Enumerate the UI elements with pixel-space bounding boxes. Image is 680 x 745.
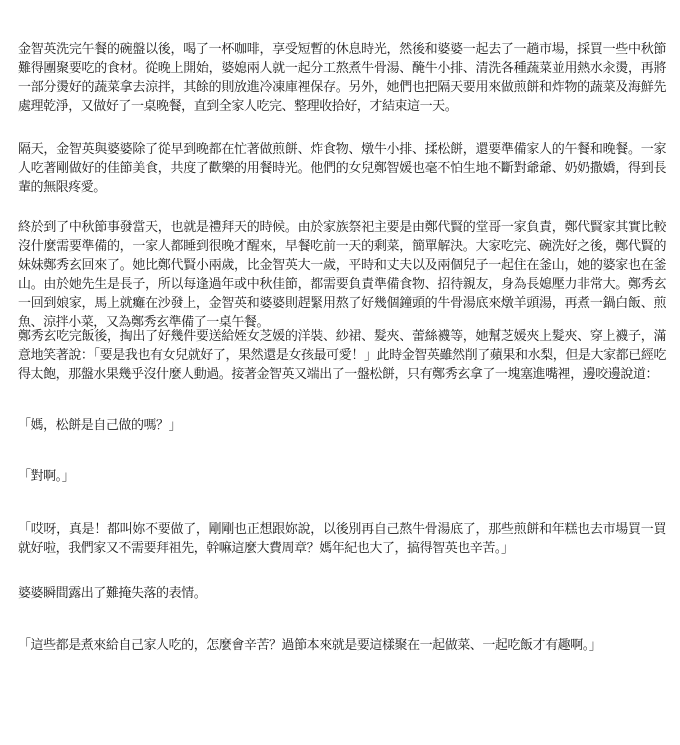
paragraph-chuseok-day: 終於到了中秋節事發當天，也就是禮拜天的時候。由於家族祭祀主要是由鄭代賢的堂哥一家負責，鄭代賢家其實比較沒什麼需要準備的，一家人都睡到很晚才醒來，早餐吃前一天的剩菜，簡單解決。大家吃完、碗洗好之後，鄭代賢的妹妹鄭秀玄回來了。她比鄭代賢小兩歲，比金智英大一歲，平時和丈夫以及兩個兒子一起住在釜山，她的婆家也在釜山。由於她先生是長子，所以每逢過年或中秋佳節，都需要負責準備食物、招待親友，身為長媳壓力非常大。鄭秀玄一回到娘家，馬上就癱在沙發上，金智英和婆婆則趕緊用熬了好幾個鐘頭的牛骨湯底來燉羊頭湯，再煮一鍋白飯、煎魚、涼拌小菜，又為鄭秀玄準備了一桌午餐。	[18, 220, 666, 330]
dialogue-line-3: 「哎呀，真是！都叫妳不要做了，剛剛也正想跟妳說，以後別再自己熬牛骨湯底了，那些煎餅和年糕也去市場買一買就好啦，我們家又不需要拜祖先，幹嘛這麼大費周章？媽年紀也大了，搞得智英也辛苦。」	[18, 522, 666, 556]
dialogue-line-1: 「媽，松餅是自己做的嗎？」	[18, 418, 182, 433]
paragraph-market-shopping: 金智英洗完午餐的碗盤以後，喝了一杯咖啡，享受短暫的休息時光，然後和婆婆一起去了一趟市場，採買一些中秋節難得團聚要吃的食材。從晚上開始，婆媳兩人就一起分工熬煮牛骨湯、醃牛小排、清洗各種蔬菜並用熱水汆燙，再將一部分燙好的蔬菜拿去涼拌，其餘的則放進冷凍庫裡保存。另外，她們也把隔天要用來做煎餅和炸物的蔬菜及海鮮先處理乾淨，又做好了一桌晚餐，直到全家人吃完、整理收拾好，才結束這一天。	[18, 42, 666, 114]
paragraph-sister-gifts: 鄭秀玄吃完飯後，掏出了好幾件要送給姪女芝媛的洋裝、紗裙、髮夾、蕾絲襪等，她幫芝媛夾上髮夾、穿上襪子，滿意地笑著說：「要是我也有女兒就好了，果然還是女孩最可愛！」此時金智英雖然削了蘋果和水梨，但是大家都已經吃得太飽，那盤水果幾乎沒什麼人動過。接著金智英又端出了一盤松餅，只有鄭秀玄拿了一塊塞進嘴裡，邊咬邊說道：	[18, 329, 666, 382]
paragraph-next-day-cooking: 隔天，金智英與婆婆除了從早到晚都在忙著做煎餅、炸食物、燉牛小排、揉松餅，還要準備家人的午餐和晚餐。一家人吃著剛做好的佳節美食，共度了歡樂的用餐時光。他們的女兒鄭智媛也毫不怕生地不斷對爺爺、奶奶撒嬌，得到長輩的無限疼愛。	[18, 142, 666, 195]
narration-line: 婆婆瞬間露出了難掩失落的表情。	[18, 586, 207, 601]
dialogue-line-4: 「這些都是煮來給自己家人吃的，怎麼會辛苦？過節本來就是要這樣聚在一起做菜、一起吃飯才有趣啊。」	[18, 638, 602, 653]
dialogue-line-2: 「對啊。」	[18, 469, 75, 484]
